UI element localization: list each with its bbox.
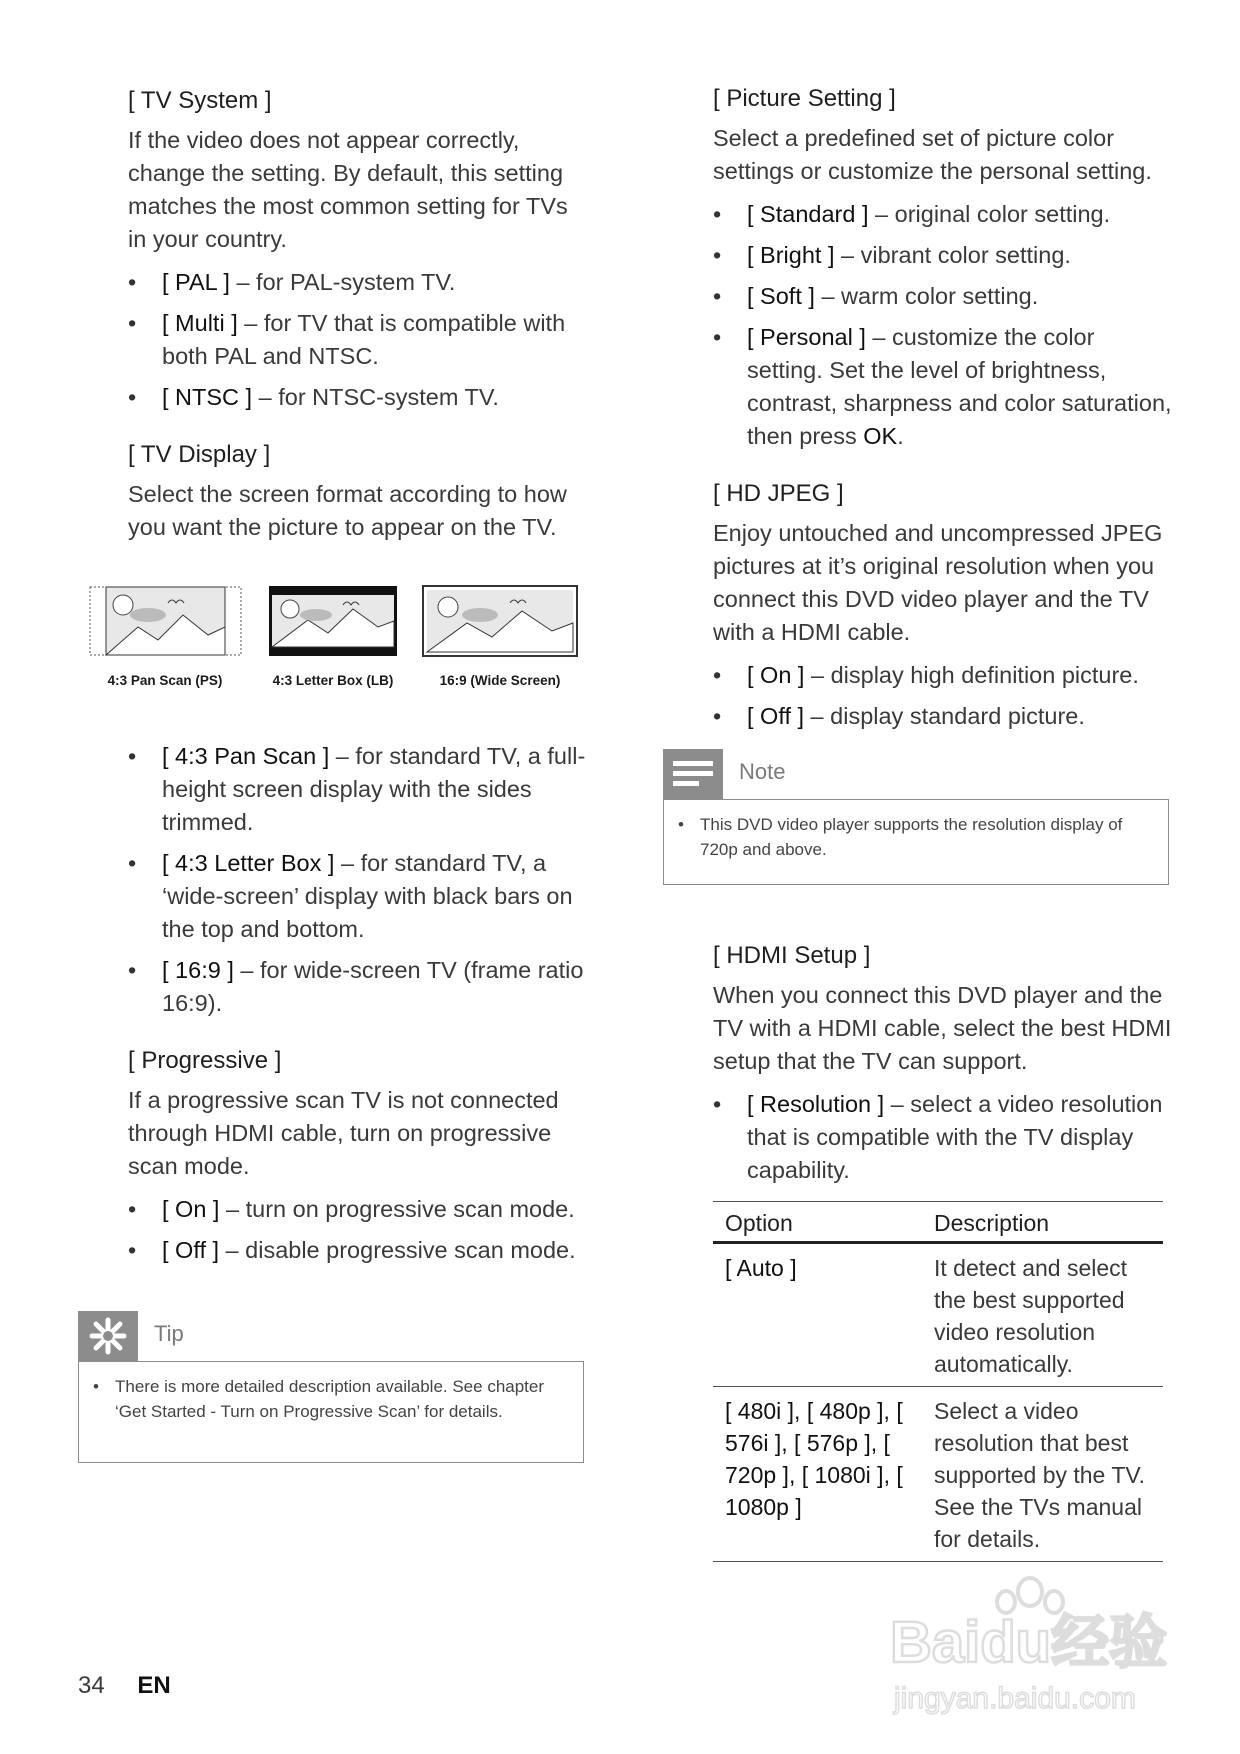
hdmi-setup-section xyxy=(713,941,1173,1562)
letter-box-image xyxy=(268,585,398,657)
list-item: • [ 4:3 Letter Box ] – for standard TV, a ‘wide-screen’ display with black bars on the top and bottom. xyxy=(128,847,590,946)
header-option: Option xyxy=(713,1202,922,1243)
table-cell-description: Select a video resolution that best supported by the TV. See the TVs manual for details. xyxy=(922,1387,1163,1562)
list-item: • [ 16:9 ] – for wide-screen TV (frame ratio 16:9). xyxy=(128,954,590,1020)
table-row xyxy=(713,1243,1163,1387)
progressive-heading: [ Progressive ] xyxy=(128,1047,282,1074)
table-cell-option: [ 480i ], [ 480p ], [ 576i ], [ 576p ], [ 720p ], [ 1080i ], [ 1080p ] xyxy=(713,1387,922,1562)
baidu-paw-logo xyxy=(880,1570,1180,1720)
list-item: • [ Personal ] – customize the color setting. Set the level of brightness, contrast, sharpness and color saturation, then press OK. xyxy=(713,321,1173,453)
tv-system-body: If the video does not appear correctly, change the setting. By default, this setting matches the most common setting for TVs in your country. xyxy=(128,127,568,252)
table-cell-description: It detect and select the best supported video resolution automatically. xyxy=(922,1243,1163,1387)
list-item: • [ Soft ] – warm color setting. xyxy=(713,280,1173,313)
wide-screen-image xyxy=(422,585,578,657)
tip-icon xyxy=(78,1311,138,1361)
list-item: • [ On ] – display high definition picture. xyxy=(713,659,1173,692)
list-item: • [ Off ] – display standard picture. xyxy=(713,700,1173,733)
list-item: • [ Bright ] – vibrant color setting. xyxy=(713,239,1173,272)
watermark-url: jingyan.baidu.com xyxy=(894,1682,1136,1715)
list-item: • [ NTSC ] – for NTSC-system TV. xyxy=(128,381,590,414)
hdmi-setup-options xyxy=(713,1088,1173,1187)
picture-setting-options xyxy=(713,198,1173,453)
caption-pan-scan: 4:3 Pan Scan (PS) xyxy=(107,673,223,688)
watermark-brand: Baidu经验 xyxy=(890,1610,1168,1675)
page-number: 34 xyxy=(78,1672,105,1699)
hdmi-setup-heading: [ HDMI Setup ] xyxy=(713,942,871,969)
tv-display-illustrations xyxy=(88,585,588,695)
hd-jpeg-body: Enjoy untouched and uncompressed JPEG pictures at it’s original resolution when you connect this DVD video player and the TV with a HDMI cable. xyxy=(713,520,1163,645)
list-item: • [ 4:3 Pan Scan ] – for standard TV, a full-height screen display with the sides trimmed. xyxy=(128,740,590,839)
hd-jpeg-options xyxy=(713,659,1173,733)
header-description: Description xyxy=(922,1202,1163,1243)
progressive-section xyxy=(128,1046,590,1267)
tip-box xyxy=(78,1361,584,1463)
tv-display-heading: [ TV Display ] xyxy=(128,441,271,468)
note-box xyxy=(663,799,1169,885)
table-row xyxy=(713,1387,1163,1562)
list-item: • [ On ] – turn on progressive scan mode. xyxy=(128,1193,590,1226)
list-item: • [ Resolution ] – select a video resolution that is compatible with the TV display capability. xyxy=(713,1088,1173,1187)
tv-display-body: Select the screen format according to how you want the picture to appear on the TV. xyxy=(128,481,567,540)
tv-system-heading: [ TV System ] xyxy=(128,87,272,114)
table-header-row xyxy=(713,1202,1163,1243)
caption-wide-screen: 16:9 (Wide Screen) xyxy=(439,673,561,688)
note-label: Note xyxy=(739,759,786,784)
note-icon xyxy=(663,749,723,799)
picture-setting-heading: [ Picture Setting ] xyxy=(713,85,896,112)
tip-callout xyxy=(78,1311,584,1463)
resolution-table xyxy=(713,1201,1163,1562)
progressive-body: If a progressive scan TV is not connected through HDMI cable, turn on progressive scan mode. xyxy=(128,1087,559,1179)
tv-display-options xyxy=(128,740,590,1020)
tip-label: Tip xyxy=(154,1321,184,1346)
note-text: • This DVD video player supports the resolution display of 720p and above. xyxy=(700,812,1148,862)
note-callout xyxy=(663,749,1169,885)
hd-jpeg-heading: [ HD JPEG ] xyxy=(713,480,844,507)
language-code: EN xyxy=(137,1672,171,1699)
list-item: • [ PAL ] – for PAL-system TV. xyxy=(128,266,590,299)
tv-display-section xyxy=(128,440,590,1020)
caption-letter-box: 4:3 Letter Box (LB) xyxy=(272,673,394,688)
list-item: • [ Off ] – disable progressive scan mode. xyxy=(128,1234,590,1267)
hd-jpeg-section xyxy=(713,479,1173,733)
page-footer xyxy=(78,1672,171,1700)
list-item: • [ Multi ] – for TV that is compatible with both PAL and NTSC. xyxy=(128,307,590,373)
baidu-watermark xyxy=(880,1570,1180,1720)
tip-text: • There is more detailed description available. See chapter ‘Get Started - Turn on Progressive Scan’ for details. xyxy=(115,1374,563,1424)
hdmi-setup-body: When you connect this DVD player and the TV with a HDMI cable, select the best HDMI setup that the TV can support. xyxy=(713,982,1172,1074)
pan-scan-image xyxy=(88,585,243,657)
tv-system-options xyxy=(128,266,590,414)
picture-setting-section xyxy=(713,84,1173,453)
table-cell-option: [ Auto ] xyxy=(713,1243,922,1387)
tv-system-section xyxy=(128,86,590,414)
progressive-options xyxy=(128,1193,590,1267)
list-item: • [ Standard ] – original color setting. xyxy=(713,198,1173,231)
picture-setting-body: Select a predefined set of picture color settings or customize the personal setting. xyxy=(713,125,1152,184)
